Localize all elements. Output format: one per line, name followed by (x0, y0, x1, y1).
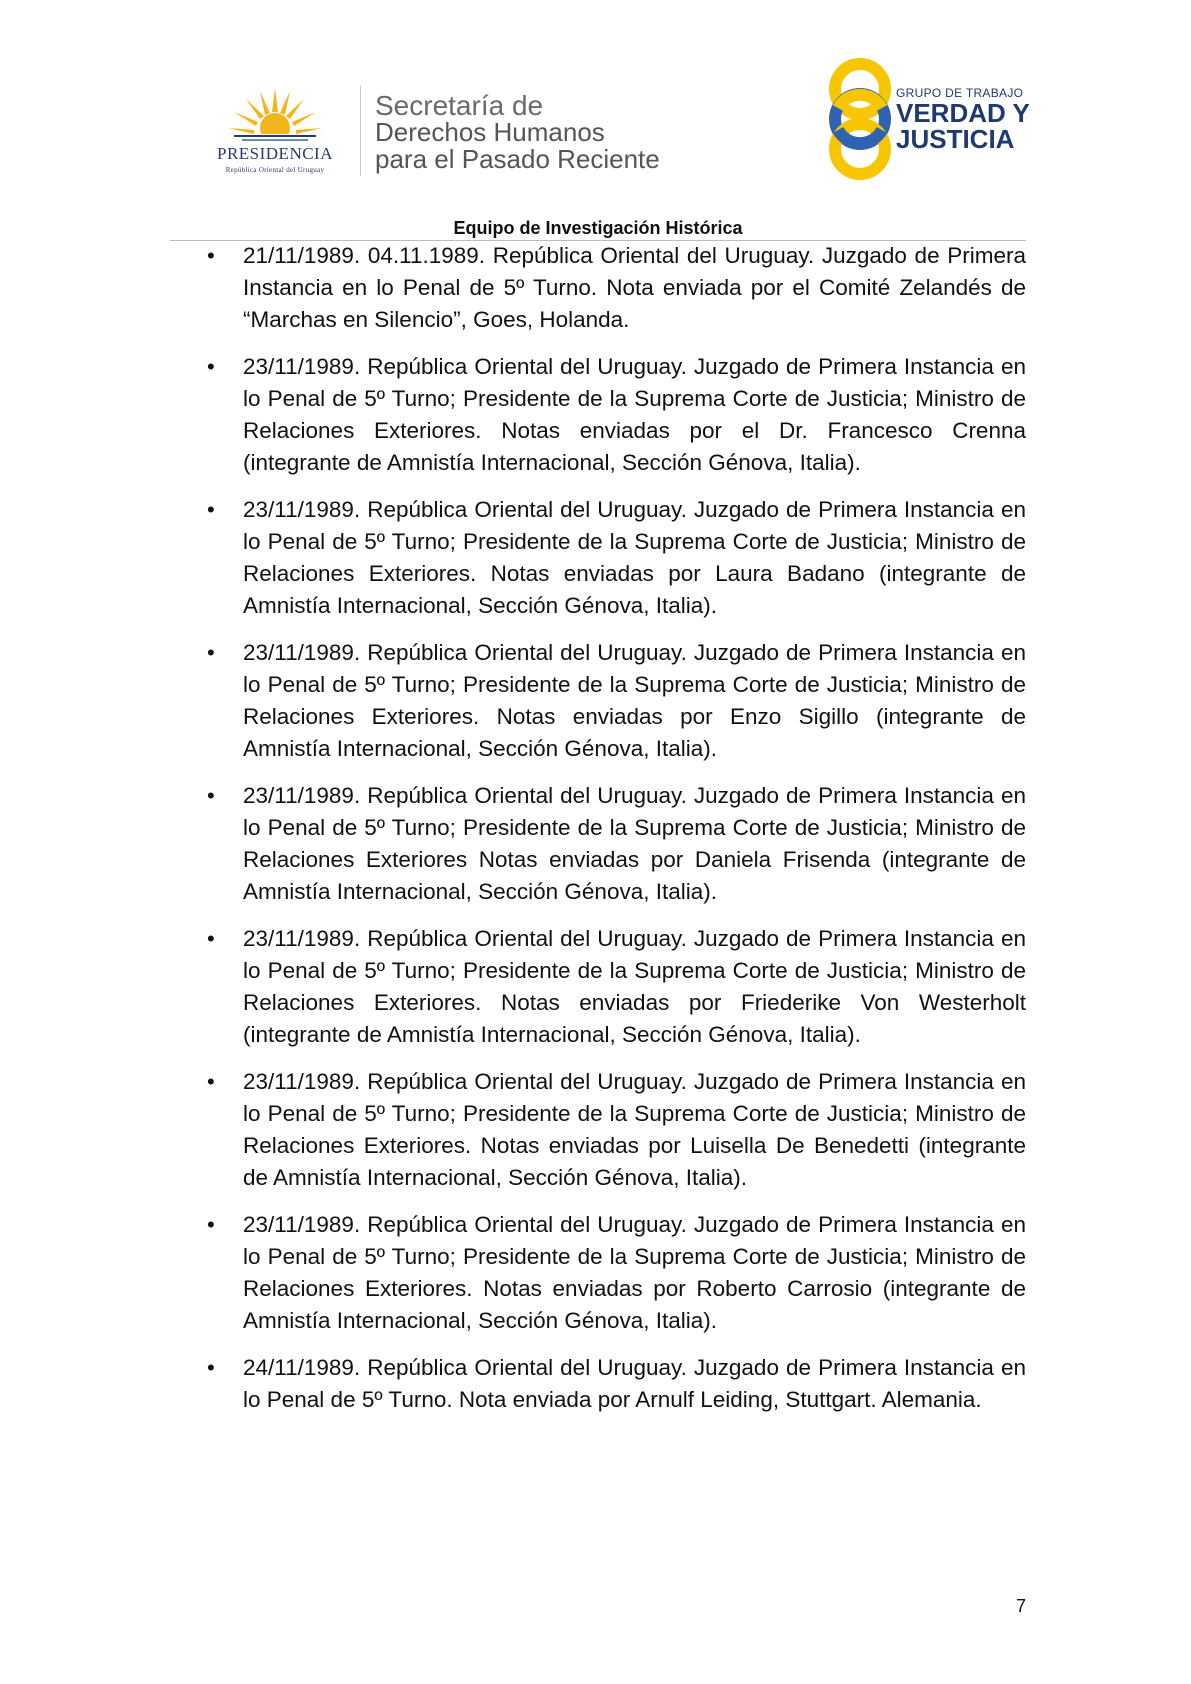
list-item (200, 1352, 1026, 1416)
entry-list (200, 240, 1026, 1431)
list-item (200, 240, 1026, 336)
list-item-text: 23/11/1989. República Oriental del Uruguay. Juzgado de Primera Instancia en lo Penal de 5º Turno; Presidente de la Suprema Corte de Justicia; Ministro de Relaciones Exteriores. Notas enviadas por Friederike Von Westerholt (integrante de Amnistía Internacional, Sección Génova, Italia). (243, 926, 1026, 1047)
secretaria-logo-text (375, 92, 660, 173)
logo-divider (360, 86, 361, 176)
list-item (200, 923, 1026, 1051)
grupo-line2: VERDAD Y (896, 98, 1030, 128)
list-item-text: 24/11/1989. República Oriental del Uruguay. Juzgado de Primera Instancia en lo Penal de 5º Turno. Nota enviada por Arnulf Leiding, Stuttgart. Alemania. (243, 1355, 1026, 1412)
bullet: • (207, 497, 215, 522)
grupo-line1: GRUPO DE TRABAJO (896, 86, 1024, 100)
list-item (200, 1066, 1026, 1194)
list-item (200, 1209, 1026, 1337)
list-item-text: 23/11/1989. República Oriental del Uruguay. Juzgado de Primera Instancia en lo Penal de 5º Turno; Presidente de la Suprema Corte de Justicia; Ministro de Relaciones Exteriores. Notas enviadas por el Dr. Francesco Crenna (integrante de Amnistía Internacional, Sección Génova, Italia). (243, 354, 1026, 475)
list-item-text: 23/11/1989. República Oriental del Uruguay. Juzgado de Primera Instancia en lo Penal de 5º Turno; Presidente de la Suprema Corte de Justicia; Ministro de Relaciones Exteriores. Notas enviadas por Luisella De Benedetti (integrante de Amnistía Internacional, Sección Génova, Italia). (243, 1069, 1026, 1190)
presidencia-logo (196, 82, 354, 178)
verdad-justicia-logo (822, 56, 1032, 182)
bullet: • (207, 783, 215, 808)
bullet: • (207, 1069, 215, 1094)
list-item-text: 23/11/1989. República Oriental del Uruguay. Juzgado de Primera Instancia en lo Penal de 5º Turno; Presidente de la Suprema Corte de Justicia; Ministro de Relaciones Exteriores. Notas enviadas por Roberto Carrosio (integrante de Amnistía Internacional, Sección Génova, Italia). (243, 1212, 1026, 1333)
page-number: 7 (1015, 1596, 1026, 1616)
bullet: • (207, 926, 215, 951)
presidencia-name: PRESIDENCIA (216, 144, 333, 163)
bullet: • (207, 1212, 215, 1237)
sun-icon (220, 82, 330, 144)
list-item (200, 494, 1026, 622)
list-item-text: 23/11/1989. República Oriental del Uruguay. Juzgado de Primera Instancia en lo Penal de 5º Turno; Presidente de la Suprema Corte de Justicia; Ministro de Relaciones Exteriores. Notas enviadas por Enzo Sigillo (integrante de Amnistía Internacional, Sección Génova, Italia). (243, 640, 1026, 761)
list-item (200, 351, 1026, 479)
secretaria-line3: para el Pasado Reciente (375, 144, 660, 174)
bullet: • (207, 1355, 215, 1380)
grupo-line3: JUSTICIA (896, 124, 1015, 154)
list-item-text: 23/11/1989. República Oriental del Uruguay. Juzgado de Primera Instancia en lo Penal de 5º Turno; Presidente de la Suprema Corte de Justicia; Ministro de Relaciones Exteriores. Notas enviadas por Laura Badano (integrante de Amnistía Internacional, Sección Génova, Italia). (243, 497, 1026, 618)
interlocking-rings-icon (822, 56, 898, 182)
bullet: • (207, 354, 215, 379)
secretaria-line1: Secretaría de (375, 90, 544, 121)
list-item-text: 21/11/1989. 04.11.1989. República Oriental del Uruguay. Juzgado de Primera Instancia en lo Penal de 5º Turno. Nota enviada por el Comité Zelandés de “Marchas en Silencio”, Goes, Holanda. (243, 243, 1026, 332)
list-item (200, 637, 1026, 765)
verdad-justicia-text (896, 86, 1030, 152)
header-title: Equipo de Investigación Histórica (453, 218, 743, 238)
page-header (0, 0, 1191, 238)
secretaria-line2: Derechos Humanos (375, 117, 605, 147)
bullet: • (207, 243, 215, 268)
bullet: • (207, 640, 215, 665)
presidencia-subtitle: República Oriental del Uruguay (225, 166, 325, 174)
list-item (200, 780, 1026, 908)
list-item-text: 23/11/1989. República Oriental del Uruguay. Juzgado de Primera Instancia en lo Penal de 5º Turno; Presidente de la Suprema Corte de Justicia; Ministro de Relaciones Exteriores Notas enviadas por Daniela Frisenda (integrante de Amnistía Internacional, Sección Génova, Italia). (243, 783, 1026, 904)
